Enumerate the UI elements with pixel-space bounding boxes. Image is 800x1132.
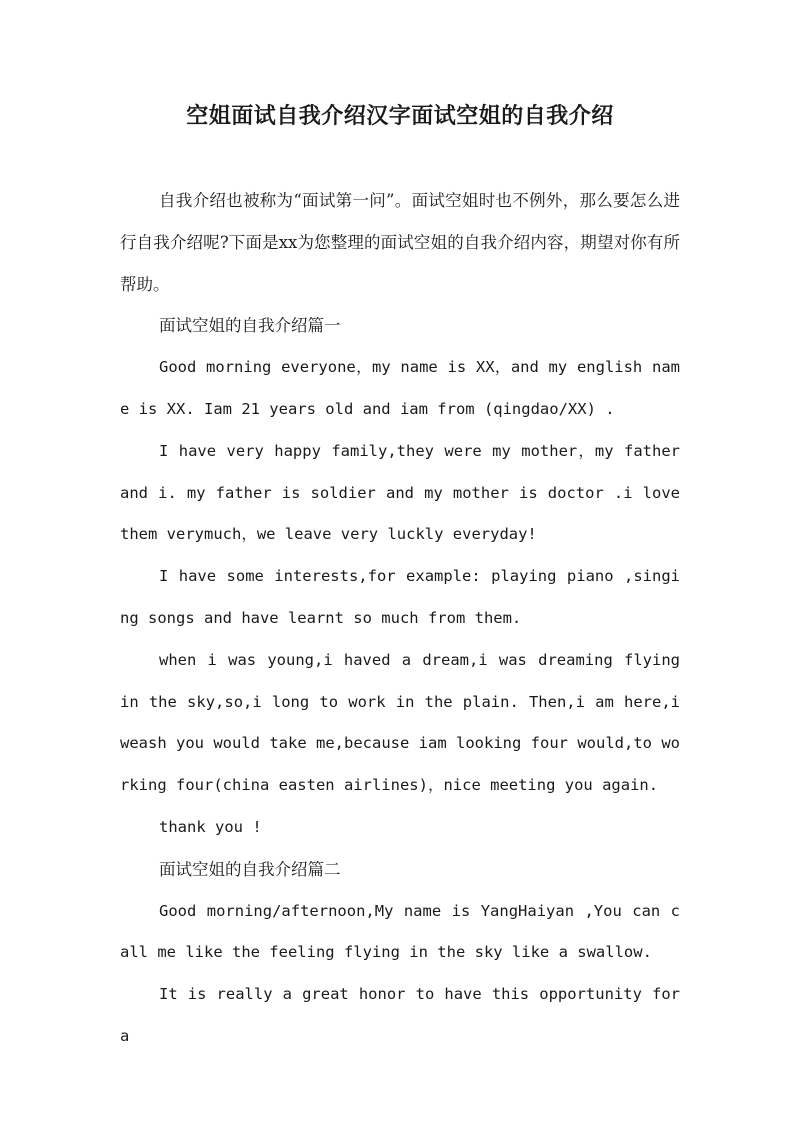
- paragraph: when i was young,i haved a dream,i was dreaming flying in the sky,so,i long to work in the plain. Then,i am here,i weash you would take me,because iam looking four would,to working four(china easten airlines)，nice meeting you again.: [120, 650, 680, 795]
- section-heading-1: 面试空姐的自我介绍篇一: [159, 316, 341, 336]
- intro-paragraph: 自我介绍也被称为“面试第一问”。面试空姐时也不例外，那么要怎么进行自我介绍呢?下面是xx为您整理的面试空姐的自我介绍内容，期望对你有所帮助。: [120, 191, 680, 294]
- section-heading-2: 面试空姐的自我介绍篇二: [159, 859, 341, 879]
- paragraph: I have very happy family,they were my mother，my father and i. my father is soldier and my mother is doctor .i love them verymuch，we leave very luckly everyday!: [120, 441, 680, 544]
- paragraph: Good morning/afternoon,My name is YangHaiyan ,You can call me like the feeling flying in the sky like a swallow.: [120, 901, 680, 962]
- paragraph: thank you !: [159, 817, 262, 836]
- paragraph: I have some interests,for example: playing piano ,singing songs and have learnt so much from them.: [120, 567, 680, 627]
- document-title: 空姐面试自我介绍汉字面试空姐的自我介绍: [186, 103, 614, 129]
- paragraph: Good morning everyone，my name is XX，and my english name is XX. Iam 21 years old and iam from (qingdao/XX) .: [120, 358, 680, 418]
- paragraph: It is really a great honor to have this opportunity for a: [120, 985, 680, 1045]
- document-body: [120, 180, 680, 1058]
